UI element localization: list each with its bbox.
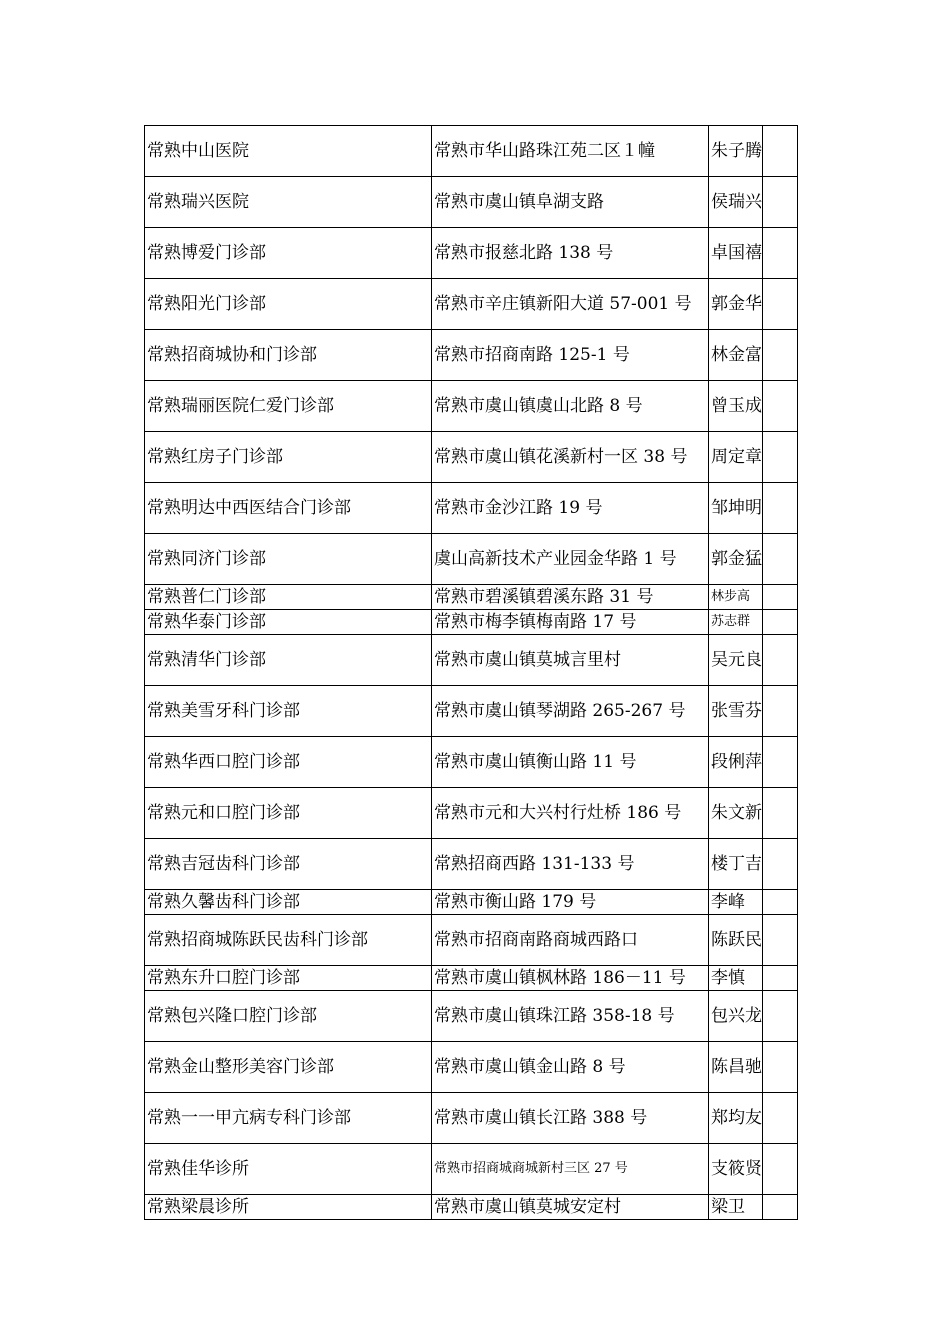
clinic-name: 常熟华西口腔门诊部 <box>145 737 432 788</box>
clinic-address: 常熟市虞山镇莫城言里村 <box>432 635 709 686</box>
responsible-person: 朱子腾 <box>709 126 763 177</box>
responsible-person: 卓国禧 <box>709 228 763 279</box>
clinic-name: 常熟一一甲亢病专科门诊部 <box>145 1093 432 1144</box>
clinic-name: 常熟招商城陈跃民齿科门诊部 <box>145 915 432 966</box>
clinic-name: 常熟中山医院 <box>145 126 432 177</box>
table-row <box>145 585 798 610</box>
empty-cell <box>763 890 798 915</box>
clinic-address: 常熟市虞山镇金山路 8 号 <box>432 1042 709 1093</box>
clinic-name: 常熟清华门诊部 <box>145 635 432 686</box>
clinic-name: 常熟佳华诊所 <box>145 1144 432 1195</box>
clinic-name: 常熟东升口腔门诊部 <box>145 966 432 991</box>
empty-cell <box>763 279 798 330</box>
empty-cell <box>763 686 798 737</box>
empty-cell <box>763 915 798 966</box>
responsible-person: 林金富 <box>709 330 763 381</box>
table-row <box>145 381 798 432</box>
table-row <box>145 915 798 966</box>
table-row <box>145 126 798 177</box>
responsible-person: 陈昌驰 <box>709 1042 763 1093</box>
responsible-person: 郑均友 <box>709 1093 763 1144</box>
empty-cell <box>763 1144 798 1195</box>
clinic-name: 常熟阳光门诊部 <box>145 279 432 330</box>
table-row <box>145 1195 798 1220</box>
responsible-person: 侯瑞兴 <box>709 177 763 228</box>
responsible-person: 苏志群 <box>709 610 763 635</box>
clinic-name: 常熟金山整形美容门诊部 <box>145 1042 432 1093</box>
empty-cell <box>763 1093 798 1144</box>
table-row <box>145 483 798 534</box>
responsible-person: 李慎 <box>709 966 763 991</box>
clinic-address: 虞山高新技术产业园金华路 1 号 <box>432 534 709 585</box>
clinic-name: 常熟招商城协和门诊部 <box>145 330 432 381</box>
clinic-address: 常熟市虞山镇虞山北路 8 号 <box>432 381 709 432</box>
empty-cell <box>763 839 798 890</box>
clinic-address: 常熟市虞山镇长江路 388 号 <box>432 1093 709 1144</box>
empty-cell <box>763 635 798 686</box>
clinic-address: 常熟市虞山镇阜湖支路 <box>432 177 709 228</box>
clinic-name: 常熟久馨齿科门诊部 <box>145 890 432 915</box>
clinic-address: 常熟市招商南路 125-1 号 <box>432 330 709 381</box>
empty-cell <box>763 483 798 534</box>
table-row <box>145 1093 798 1144</box>
responsible-person: 包兴龙 <box>709 991 763 1042</box>
responsible-person: 林步高 <box>709 585 763 610</box>
empty-cell <box>763 534 798 585</box>
clinic-address: 常熟市碧溪镇碧溪东路 31 号 <box>432 585 709 610</box>
table-body <box>145 126 798 1220</box>
clinic-name: 常熟瑞兴医院 <box>145 177 432 228</box>
responsible-person: 郭金华 <box>709 279 763 330</box>
clinic-address: 常熟市招商南路商城西路口 <box>432 915 709 966</box>
clinic-name: 常熟明达中西医结合门诊部 <box>145 483 432 534</box>
table-row <box>145 991 798 1042</box>
clinic-name: 常熟华泰门诊部 <box>145 610 432 635</box>
clinic-name: 常熟包兴隆口腔门诊部 <box>145 991 432 1042</box>
clinic-address: 常熟市梅李镇梅南路 17 号 <box>432 610 709 635</box>
clinic-address: 常熟招商西路 131-133 号 <box>432 839 709 890</box>
responsible-person: 楼丁吉 <box>709 839 763 890</box>
table-row <box>145 890 798 915</box>
clinic-address: 常熟市衡山路 179 号 <box>432 890 709 915</box>
clinic-name: 常熟吉冠齿科门诊部 <box>145 839 432 890</box>
clinic-name: 常熟同济门诊部 <box>145 534 432 585</box>
empty-cell <box>763 432 798 483</box>
clinic-address: 常熟市虞山镇枫林路 186－11 号 <box>432 966 709 991</box>
table-row <box>145 177 798 228</box>
responsible-person: 吴元良 <box>709 635 763 686</box>
clinic-address: 常熟市虞山镇花溪新村一区 38 号 <box>432 432 709 483</box>
responsible-person: 张雪芬 <box>709 686 763 737</box>
responsible-person: 邹坤明 <box>709 483 763 534</box>
empty-cell <box>763 737 798 788</box>
clinic-address: 常熟市金沙江路 19 号 <box>432 483 709 534</box>
table-row <box>145 1144 798 1195</box>
clinic-name: 常熟元和口腔门诊部 <box>145 788 432 839</box>
clinic-address: 常熟市虞山镇莫城安定村 <box>432 1195 709 1220</box>
table-row <box>145 228 798 279</box>
responsible-person: 李峰 <box>709 890 763 915</box>
responsible-person: 支筱贤 <box>709 1144 763 1195</box>
empty-cell <box>763 126 798 177</box>
table-row <box>145 330 798 381</box>
empty-cell <box>763 991 798 1042</box>
responsible-person: 段俐萍 <box>709 737 763 788</box>
responsible-person: 曾玉成 <box>709 381 763 432</box>
table-row <box>145 279 798 330</box>
table-row <box>145 635 798 686</box>
empty-cell <box>763 1195 798 1220</box>
table-row <box>145 534 798 585</box>
clinic-address: 常熟市招商城商城新村三区 27 号 <box>432 1144 709 1195</box>
clinic-name: 常熟博爱门诊部 <box>145 228 432 279</box>
clinic-address: 常熟市虞山镇珠江路 358-18 号 <box>432 991 709 1042</box>
clinic-address: 常熟市辛庄镇新阳大道 57-001 号 <box>432 279 709 330</box>
table-row <box>145 839 798 890</box>
empty-cell <box>763 330 798 381</box>
table-row <box>145 610 798 635</box>
responsible-person: 郭金猛 <box>709 534 763 585</box>
table-row <box>145 737 798 788</box>
empty-cell <box>763 788 798 839</box>
clinic-table <box>144 125 798 1220</box>
empty-cell <box>763 228 798 279</box>
table-row <box>145 966 798 991</box>
empty-cell <box>763 177 798 228</box>
clinic-address: 常熟市报慈北路 138 号 <box>432 228 709 279</box>
responsible-person: 周定章 <box>709 432 763 483</box>
clinic-name: 常熟美雪牙科门诊部 <box>145 686 432 737</box>
table-row <box>145 686 798 737</box>
responsible-person: 朱文新 <box>709 788 763 839</box>
clinic-address: 常熟市虞山镇衡山路 11 号 <box>432 737 709 788</box>
table-row <box>145 1042 798 1093</box>
clinic-address: 常熟市元和大兴村行灶桥 186 号 <box>432 788 709 839</box>
empty-cell <box>763 585 798 610</box>
table-row <box>145 432 798 483</box>
empty-cell <box>763 610 798 635</box>
responsible-person: 梁卫 <box>709 1195 763 1220</box>
clinic-name: 常熟瑞丽医院仁爱门诊部 <box>145 381 432 432</box>
empty-cell <box>763 381 798 432</box>
clinic-name: 常熟梁晨诊所 <box>145 1195 432 1220</box>
responsible-person: 陈跃民 <box>709 915 763 966</box>
clinic-address: 常熟市虞山镇琴湖路 265-267 号 <box>432 686 709 737</box>
clinic-name: 常熟红房子门诊部 <box>145 432 432 483</box>
empty-cell <box>763 1042 798 1093</box>
clinic-name: 常熟普仁门诊部 <box>145 585 432 610</box>
table-row <box>145 788 798 839</box>
empty-cell <box>763 966 798 991</box>
clinic-address: 常熟市华山路珠江苑二区１幢 <box>432 126 709 177</box>
